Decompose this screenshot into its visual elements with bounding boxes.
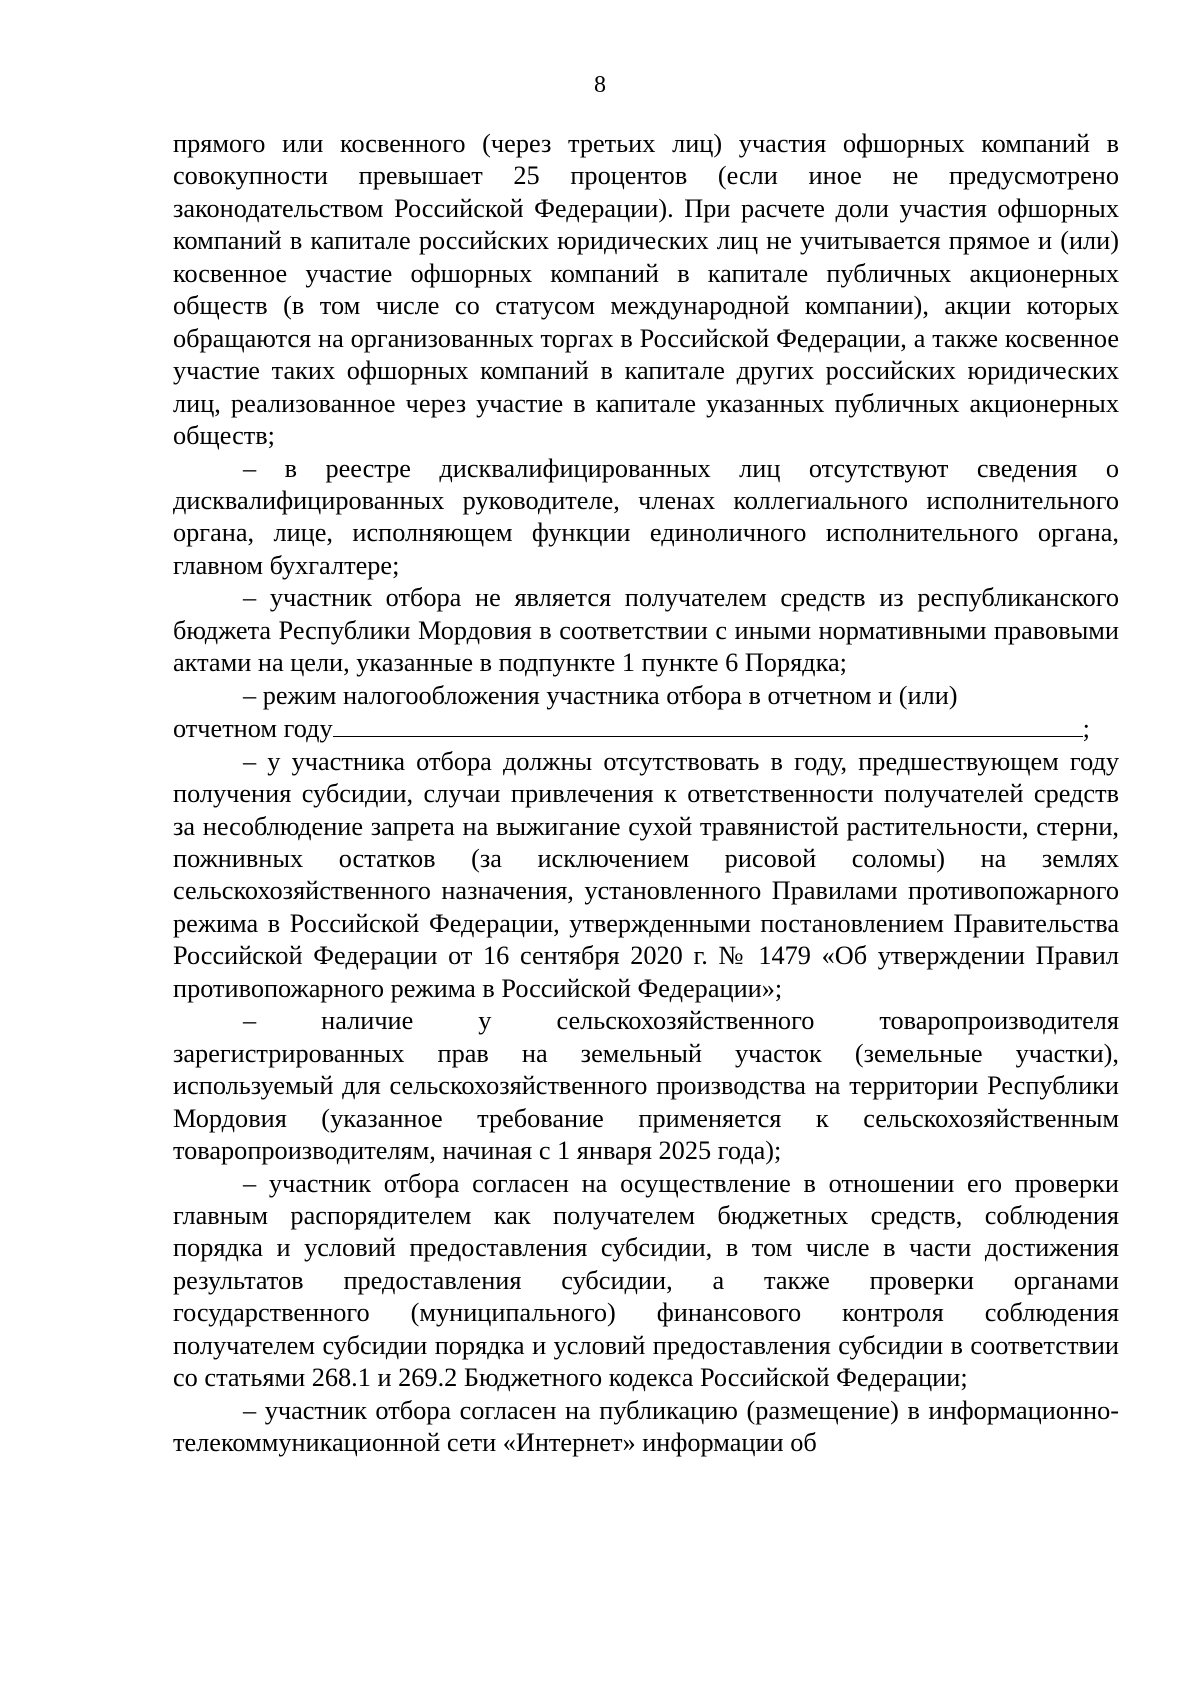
paragraph-tax-regime (173, 680, 1119, 746)
tax-regime-suffix: ; (1082, 714, 1090, 744)
paragraph-not-recipient: – участник отбора не является получателем средств из республиканского бюджета Республики Мордовия в соответствии с иными нормативными правовыми актами на цели, указанные в подпункте 1 пункте 6 Порядка; (173, 583, 1119, 678)
paragraph-disqualified-persons: – в реестре дисквалифицированных лиц отсутствуют сведения о дисквалифицированных руководителе, членах коллегиального исполнительного органа, лице, исполняющем функции единоличного исполнительного органа, главном бухгалтере; (173, 453, 1119, 580)
document-body (173, 128, 1119, 1460)
paragraph-publication-consent: – участник отбора согласен на публикацию (размещение) в информационно-телекоммуникационной сети «Интернет» информации об (173, 1395, 1119, 1458)
tax-regime-line1: – режим налогообложения участника отбора в отчетном и (или) (243, 680, 958, 710)
paragraph-no-burning-violations: – у участника отбора должны отсутствовать в году, предшествующем году получения субсидии, случаи привлечения к ответственности получателей средств за несоблюдение запрета на выжигание сухой травянистой растительности, стерни, пожнивных остатков (за исключением рисовой соломы) на землях сельскохозяйственного назначения, установленного Правилами противопожарного режима в Российской Федерации, утвержденными постановлением Правительства Российской Федерации от 16 сентября 2020 г. № 1479 «Об утверждении Правил противопожарного режима в Российской Федерации»; (173, 746, 1119, 1003)
paragraph-inspection-consent: – участник отбора согласен на осуществление в отношении его проверки главным распорядителем как получателем бюджетных средств, соблюдения порядка и условий предоставления субсидии, в том числе в части достижения результатов предоставления субсидии, а также проверки органами государственного (муниципального) финансового контроля соблюдения получателем субсидии порядка и условий предоставления субсидии в соответствии со статьями 268.1 и 269.2 Бюджетного кодекса Российской Федерации; (173, 1168, 1119, 1393)
paragraph-land-rights: – наличие у сельскохозяйственного товаропроизводителя зарегистрированных прав на земельный участок (земельные участки), используемый для сельскохозяйственного производства на территории Республики Мордовия (указанное требование применяется к сельскохозяйственным товаропроизводителям, начиная с 1 января 2025 года); (173, 1006, 1119, 1166)
tax-regime-prefix: отчетном году (173, 714, 333, 744)
paragraph-offshore-participation: прямого или косвенного (через третьих лиц) участия офшорных компаний в совокупности превышает 25 процентов (если иное не предусмотрено законодательством Российской Федерации). При расчете доли участия офшорных компаний в капитале российских юридических лиц не учитывается прямое и (или) косвенное участие офшорных компаний в капитале публичных акционерных обществ (в том числе со статусом международной компании), акции которых обращаются на организованных торгах в Российской Федерации, а также косвенное участие таких офшорных компаний в капитале других российских юридических лиц, реализованное через участие в капитале указанных публичных акционерных обществ; (173, 129, 1119, 451)
page-number: 8 (594, 72, 606, 98)
tax-regime-blank-field (333, 712, 1083, 737)
